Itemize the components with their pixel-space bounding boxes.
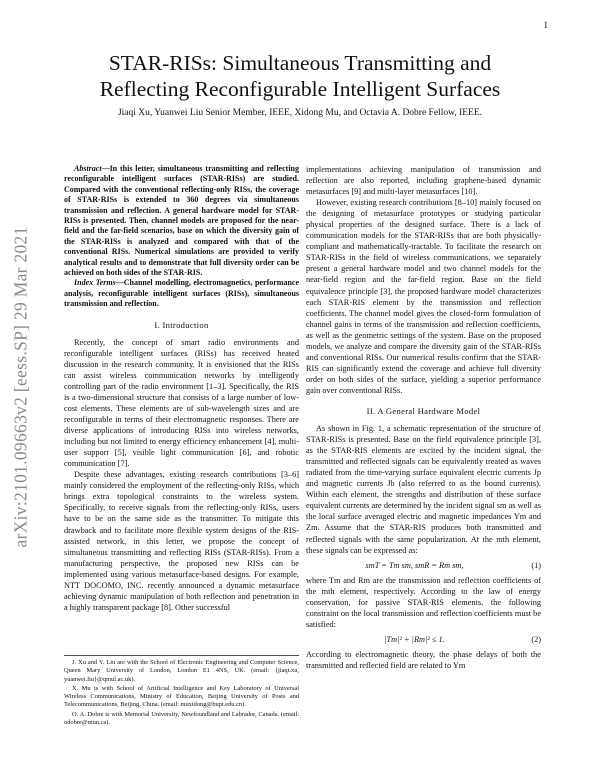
footnote-affiliation-3: O. A. Dobre is with Memorial University, Newfoundland and Labrador, Canada. (email: odobre@mun.ca). (64, 710, 299, 727)
right-column (306, 164, 541, 671)
abstract (64, 164, 299, 278)
footnote-affiliation-2: X. Mu is with School of Artificial Intelligence and Key Laboratory of Universal Wireless Communications, Ministry of Education, Beijing University of Posts and Telecommunications, Beijing, China. (email: muxidong@bupt.edu.cn). (64, 684, 299, 709)
right-paragraph-5: According to electromagnetic theory, the phase delays of both the transmitted and reflected field are related to Ym (306, 649, 541, 670)
section-heading-hardware-model: II. A General Hardware Model (366, 405, 481, 416)
index-terms-text: —Channel modelling, electromagnetics, performance analysis, reconfigurable intelligent surfaces (RISs), simultaneous transmission and reflection. (64, 278, 299, 309)
footnote-affiliation-1: J. Xu and Y. Liu are with the School of Electronic Engineering and Computer Science, Queen Mary University of London, London E1 4NS, UK. (email: {jiaqi.xu, yuanwei.liu}@qmul.ac.uk). (64, 659, 299, 683)
index-terms-label: Index Terms (74, 278, 116, 288)
left-column (64, 164, 299, 613)
equation-1 (306, 560, 541, 571)
abstract-label: Abstract (74, 164, 102, 173)
right-paragraph-4: where Tm and Rm are the transmission and reflection coefficients of the mth element, respectively. According to the law of energy conservation, for passive STAR-RIS elements, the following constraint on the local transmission and reflection coefficients must be satisfied: (306, 575, 541, 629)
equation-1-body: smT = Tm sm, smR = Rm sm, (365, 560, 464, 570)
page-number: 1 (543, 20, 548, 30)
intro-paragraph-2: Despite these advantages, existing research contributions [3–6] mainly considered the employment of the reflecting-only RISs, which brings extra topological constraints to the wireless system. Specifically, to receive signals from the reflecting-only RISs, users have to be on the same side as the transmitter. To mitigate this drawback and to facilitate more flexible system designs of the RIS-assisted network, in this letter, we propose the concept of simultaneous transmitting and reflecting RISs (STAR-RISs). From a manufacturing perspective, the proposed new RISs can be implemented using various metasurface-based designs. For example, NTT DOCOMO, INC. recently announced a dynamic metasurface achieving dynamic manipulation of both reflection and penetration in a highly transparent package [8]. Other successful (64, 470, 299, 612)
footnote-rule (64, 655, 299, 656)
title-line-2: Reflecting Reconfigurable Intelligent Surfaces (99, 77, 501, 101)
right-paragraph-3: As shown in Fig. 1, a schematic representation of the structure of STAR-RISs is presented. Base on the field equivalence principle [3], as the STAR-RIS elements are excited by the incident signal, the transmitted and reflected signals can be equivalently treated as waves radiated from the time-varying surface equivalent electric currents Jp and magnetic currents Jb (also referred to as the bound currents). Within each element, the strengths and distribution of these surface equivalent currents are determined by the incident signal sm as well as the local surface averaged electric and magnetic impedances Ym and Zm. Assume that the STAR-RIS produces both transmitted and reflected signals with the same popularization. At the mth element, these signals can be expressed as: (306, 424, 541, 555)
right-paragraph-1: implementations achieving manipulation of transmission and reflection are also reported, including graphene-based dynamic metasurfaces [9] and multi-layer metasurfaces [10]. (306, 165, 541, 197)
footnotes (64, 659, 299, 728)
title-line-1: STAR-RISs: Simultaneous Transmitting and (108, 51, 492, 75)
paper-title (60, 50, 540, 102)
equation-2-number: (2) (531, 634, 541, 644)
equation-2-body: |Tm|² + |Rm|² ≤ 1. (384, 634, 445, 644)
index-terms (64, 278, 299, 309)
arxiv-stamp: arXiv:2101.09663v2 [eess.SP] 29 Mar 2021 (10, 226, 31, 548)
abstract-text: —In this letter, simultaneous transmitting and reflecting reconfigurable intelligent surfaces (STAR-RISs) are studied. Compared with the conventional reflecting-only RISs, the coverage of STAR-RISs is extended to 360 degrees via simultaneous transmission and reflection. A general hardware model for STAR-RISs is presented. Then, channel models are proposed for the near-field and the far-field scenarios, base on which the diversity gain of the STAR-RISs is analyzed and compared with that of the conventional RISs. Numerical simulations are provided to verify analytical results and to demonstrate that full diversity order can be achieved on both sides of the STAR-RIS. (64, 164, 299, 278)
intro-paragraph-1: Recently, the concept of smart radio environments and reconfigurable intelligent surfaces (RISs) has received heated discussion in the research community. It is envisioned that the RISs can assist wireless communication networks by intelligently controlling part of the radio environment [1–3]. Specifically, the RIS is a two-dimensional structure that consists of a large number of low-cost elements. These elements are of sub-wavelength sizes and are reconfigurable in terms of their electromagnetic responses. There are diverse applications of introducing RISs into wireless networks, including but not limited to energy efficiency enhancement [4], multi-user support [5], visible light communication [6], and robotic communication [7]. (64, 337, 299, 469)
section-heading-introduction: I. Introduction (154, 319, 209, 330)
equation-1-number: (1) (531, 560, 541, 570)
equation-2 (306, 634, 541, 645)
author-list: Jiaqi Xu, Yuanwei Liu Senior Member, IEEE, Xidong Mu, and Octavia A. Dobre Fellow, IEEE. (117, 108, 483, 118)
right-paragraph-2: However, existing research contributions [8–10] mainly focused on the designing of metasurface prototypes or studying particular physical properties of the designed surface. There is a lack of communication models for the STAR-RISs that are both physically-compliant and mathematically-tractable. To facilitate the research on STAR-RISs in the field of wireless communications, we separately present a general hardware model and two channel models for the near-field region and the far-field region. Base on the field equivalence principle [3], the proposed hardware model characterizes each STAR-RIS element by the transmission and reflection coefficients. The channel model gives the closed-form formulation of channel gains in terms of the transmission and reflection coefficients, as well as the geometric settings of the system. Base on the proposed models, we analyze and compare the diversity gain of the STAR-RISs and conventional RISs. Our numerical results confirm that the STAR-RIS can significantly extend the coverage and achieve full diversity order on both sides of the surface, yielding a superior performance gain over conventional RISs. (306, 198, 541, 395)
